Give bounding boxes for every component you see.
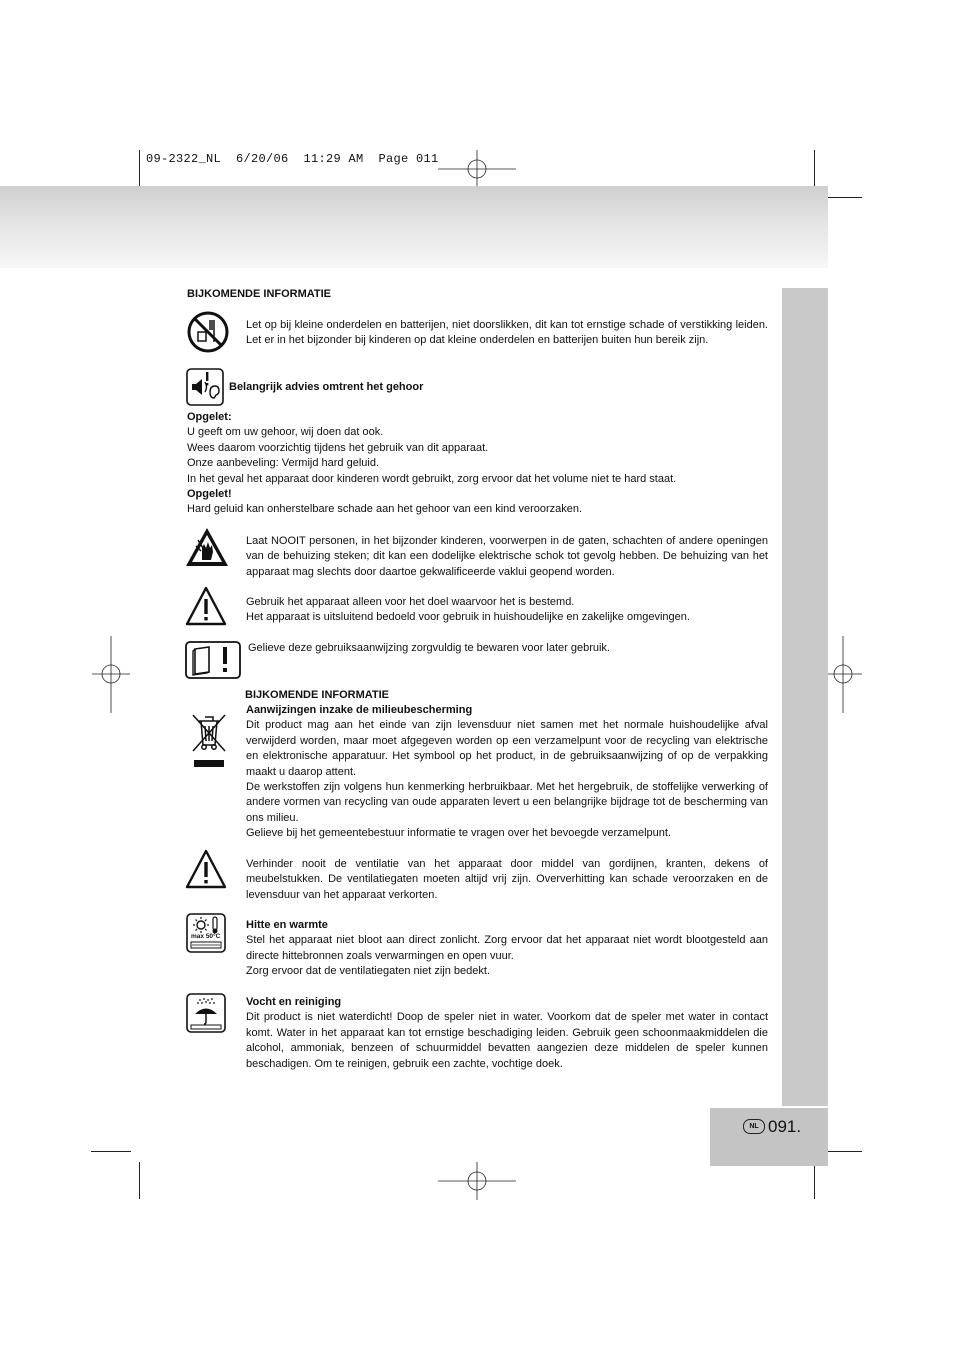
weee-bin-icon <box>189 711 229 769</box>
heat-icon-label: max 50°C <box>191 933 221 940</box>
hearing-line: Wees daarom voorzichtig tijdens het gebruik van dit apparaat. <box>187 441 489 454</box>
environment-paragraph: Dit product mag aan het einde van zijn levensduur niet samen met het normale huishoudelijke afval verwijderd worden, maar moet afgegeven worden op een verzamelpunt voor de recycling van elektrische en elektronische apparatuur. Het symbool op het product, in de gebruiksaanwijzing of op de verpakking maakt u daarop attent. <box>246 719 768 778</box>
environment-title: Aanwijzingen inzake de milieubescherming <box>246 704 473 716</box>
heat-paragraph: Zorg ervoor dat de ventilatiegaten niet zijn bedekt. <box>246 965 490 978</box>
environment-paragraph: Gelieve bij het gemeentebestuur informatie te vragen over het bevoegde verzamelpunt. <box>246 827 671 840</box>
manual-book-icon <box>185 641 241 679</box>
heat-block <box>246 918 768 980</box>
hearing-line: Onze aanbeveling: Vermijd hard geluid. <box>187 457 380 470</box>
section-heading: BIJKOMENDE INFORMATIE <box>187 288 332 300</box>
ventilation-text: Verhinder nooit de ventilatie van het apparaat door middel van gordijnen, kranten, dekens of meubelstukken. De ventilatiegaten moeten altijd vrij zijn. Oververhitting kan schade veroorzaken en de levensduur van het apparaat verkorten. <box>246 858 768 901</box>
side-tab <box>782 288 828 1106</box>
moisture-title: Vocht en reiniging <box>246 996 342 1008</box>
keep-manual-text: Gelieve deze gebruiksaanwijzing zorgvuldig te bewaren voor later gebruik. <box>248 642 610 654</box>
warning-triangle-icon <box>185 849 227 889</box>
language-badge: NL <box>743 1119 765 1134</box>
caution-label: Opgelet: <box>187 411 232 423</box>
hearing-title: Belangrijk advies omtrent het gehoor <box>229 381 424 393</box>
heat-title: Hitte en warmte <box>246 919 328 931</box>
hearing-warning: Hard geluid kan onherstelbare schade aan het gehoor van een kind veroorzaken. <box>187 503 583 516</box>
environment-paragraph: De werkstoffen zijn volgens hun kenmerking herbruikbaar. Met het hergebruik, de stoffelijke verwerking of andere vormen van recycling van oude apparaten levert u een belangrijke bijdrage tot de bescherming van ons milieu. <box>246 781 768 824</box>
page-number: 091. <box>768 1117 802 1136</box>
moisture-paragraph: Dit product is niet waterdicht! Doop de speler niet in water. Voorkom dat de speler met water in contact komt. Water in het apparaat kan tot ernstige beschadiging leiden. Gebruik geen schoonmaakmiddelen die alcohol, ammoniak, benzeen of schuurmiddel bevatten aangezien deze middelen de speler kunnen beschadigen. Om te reinigen, gebruik een zachte, vochtige doek. <box>246 1011 768 1070</box>
section-heading: BIJKOMENDE INFORMATIE <box>245 689 390 701</box>
intended-use-line: Het apparaat is uitsluitend bedoeld voor gebruik in huishoudelijke en zakelijke omgevingen. <box>246 611 690 624</box>
heat-paragraph: Stel het apparaat niet bloot aan direct zonlicht. Zorg ervoor dat het apparaat niet wordt blootgesteld aan directe hittebronnen zoals verwarmingen en open vuur. <box>246 934 768 962</box>
shock-warning-text: Laat NOOIT personen, in het bijzonder kinderen, voorwerpen in de gaten, schachten of andere openingen van de behuizing steken; dit kan een dodelijke elektrische schok tot gevolg hebben. De behuizing van het apparaat mag slechts door daartoe gekwalificeerde vaklui geopend worden. <box>246 535 768 578</box>
print-slug: 09-2322_NL 6/20/06 11:29 AM Page 011 <box>146 152 439 166</box>
hearing-line: U geeft om uw gehoor, wij doen dat ook. <box>187 426 384 439</box>
heat-icon <box>186 913 226 953</box>
caution-label: Opgelet! <box>187 488 232 501</box>
header-band <box>0 186 828 268</box>
hearing-line: In het geval het apparaat door kinderen wordt gebruikt, zorg ervoor dat het volume niet te hard staat. <box>187 472 677 485</box>
warning-triangle-icon <box>185 586 227 626</box>
environment-block <box>246 703 768 842</box>
moisture-block <box>246 995 768 1072</box>
small-parts-text: Let op bij kleine onderdelen en batterijen, niet doorslikken, dit kan tot ernstige schade of verstikking leiden. Let er in het bijzonder bij kinderen op dat kleine onderdelen en batterijen buiten hun bereik zijn. <box>246 319 768 347</box>
no-swallow-icon <box>186 310 230 354</box>
intended-use-line: Gebruik het apparaat alleen voor het doel waarvoor het is bestemd. <box>246 596 575 608</box>
moisture-icon <box>186 993 226 1033</box>
hearing-block <box>187 410 767 518</box>
electric-shock-icon <box>184 526 230 568</box>
intended-use-block <box>246 595 768 626</box>
hearing-warning-icon <box>186 368 224 406</box>
